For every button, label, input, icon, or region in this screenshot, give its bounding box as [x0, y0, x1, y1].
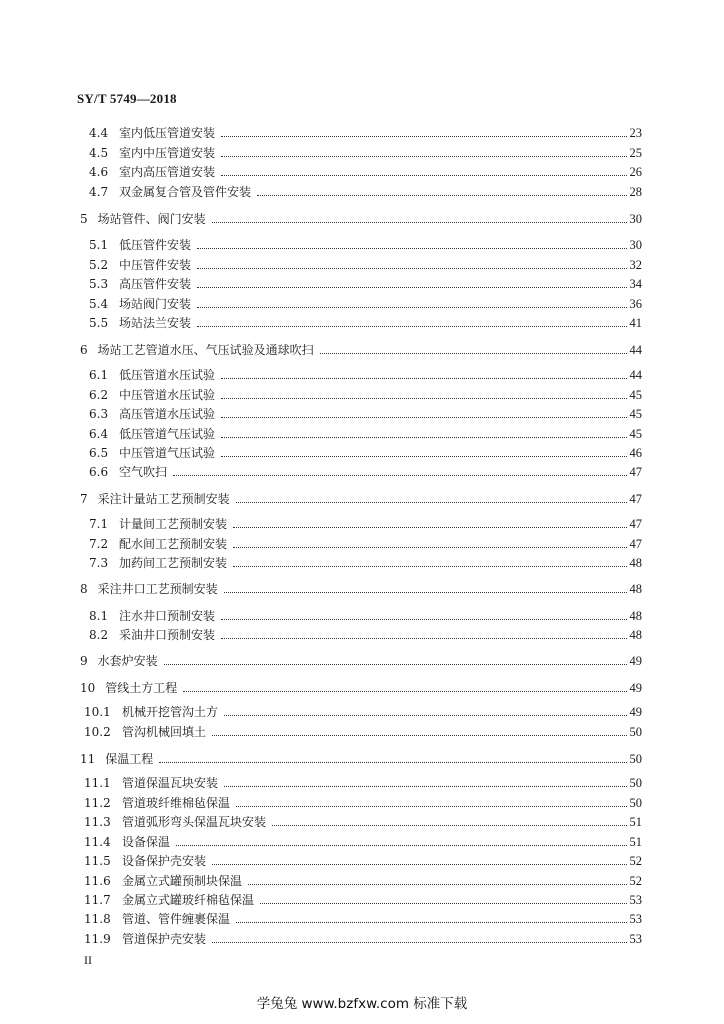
toc-leader-dots: [257, 195, 626, 196]
toc-page-number: 50: [629, 776, 642, 790]
toc-entry[interactable]: [80, 748, 642, 766]
toc-entry[interactable]: [89, 384, 642, 402]
toc-leader-dots: [212, 942, 626, 943]
toc-entry[interactable]: [89, 442, 642, 460]
toc-entry[interactable]: [89, 142, 642, 160]
toc-number: 11.9: [84, 932, 111, 946]
toc-entry[interactable]: [84, 850, 642, 868]
toc-number: 11.7: [84, 893, 111, 907]
toc-title: 场站管件、阀门安装: [97, 212, 206, 226]
toc-page-number: 48: [629, 556, 642, 570]
toc-number: 11.3: [84, 815, 111, 829]
toc-title: 金属立式罐预制块保温: [122, 874, 243, 888]
toc-leader-dots: [197, 248, 626, 249]
toc-leader-dots: [221, 638, 626, 639]
toc-page-number: 47: [629, 465, 642, 479]
toc-page-number: 49: [629, 654, 642, 668]
toc-number: 11.8: [84, 912, 111, 926]
toc-leader-dots: [197, 326, 626, 327]
toc-number: 11: [80, 752, 96, 766]
toc-number: 7.2: [89, 537, 109, 551]
toc-title: 场站工艺管道水压、气压试验及通球吹扫: [97, 343, 314, 357]
toc-entry[interactable]: [84, 772, 642, 790]
toc-leader-dots: [260, 903, 626, 904]
toc-title: 低压管道气压试验: [119, 427, 216, 441]
toc-entry[interactable]: [80, 677, 642, 695]
toc-leader-dots: [221, 398, 626, 399]
toc-entry[interactable]: [84, 908, 642, 926]
toc-title: 低压管件安装: [119, 238, 192, 252]
toc-page-number: 46: [629, 446, 642, 460]
toc-number: 6.3: [89, 407, 109, 421]
toc-number: 5.5: [89, 316, 109, 330]
toc-title: 高压管件安装: [119, 277, 192, 291]
toc-page-number: 48: [629, 609, 642, 623]
toc-page-number: 50: [629, 752, 642, 766]
toc-number: 8.2: [89, 628, 109, 642]
toc-title: 水套炉安装: [97, 654, 158, 668]
toc-number: 6.1: [89, 368, 109, 382]
standard-code-header: SY/T 5749—2018: [77, 91, 177, 106]
toc-entry[interactable]: [89, 122, 642, 140]
toc-entry[interactable]: [89, 364, 642, 382]
toc-page-number: 23: [629, 126, 642, 140]
toc-entry[interactable]: [84, 928, 642, 946]
toc-leader-dots: [233, 547, 626, 548]
toc-title: 管道保温瓦块安装: [122, 776, 219, 790]
toc-page-number: 30: [629, 238, 642, 252]
toc-leader-dots: [221, 136, 626, 137]
toc-leader-dots: [173, 475, 626, 476]
toc-entry[interactable]: [89, 234, 642, 252]
toc-page-number: 45: [629, 388, 642, 402]
toc-leader-dots: [224, 592, 627, 593]
toc-leader-dots: [197, 268, 626, 269]
toc-number: 6.5: [89, 446, 109, 460]
toc-title: 场站阀门安装: [119, 297, 192, 311]
toc-page-number: 47: [629, 517, 642, 531]
toc-leader-dots: [224, 786, 626, 787]
toc-entry[interactable]: [89, 181, 642, 199]
toc-title: 中压管道气压试验: [119, 446, 216, 460]
toc-number: 5.1: [89, 238, 109, 252]
toc-leader-dots: [183, 691, 626, 692]
toc-entry[interactable]: [84, 870, 642, 888]
toc-page-number: 45: [629, 427, 642, 441]
toc-title: 机械开挖管沟土方: [122, 705, 219, 719]
toc-entry[interactable]: [84, 811, 642, 829]
toc-entry[interactable]: [89, 605, 642, 623]
toc-page-number: 53: [629, 932, 642, 946]
toc-page-number: 25: [629, 146, 642, 160]
toc-entry[interactable]: [84, 831, 642, 849]
toc-title: 管道玻纤维棉毡保温: [122, 796, 231, 810]
toc-title: 高压管道水压试验: [119, 407, 216, 421]
toc-leader-dots: [221, 175, 626, 176]
toc-title: 室内高压管道安装: [119, 165, 216, 179]
toc-page-number: 47: [629, 537, 642, 551]
toc-entry[interactable]: [89, 552, 642, 570]
toc-page-number: 50: [629, 725, 642, 739]
toc-number: 4.6: [89, 165, 109, 179]
toc-entry[interactable]: [84, 889, 642, 907]
toc-number: 11.6: [84, 874, 111, 888]
toc-leader-dots: [164, 664, 627, 665]
toc-entry[interactable]: [84, 701, 642, 719]
toc-leader-dots: [224, 715, 626, 716]
toc-title: 空气吹扫: [119, 465, 168, 479]
toc-number: 6: [80, 343, 88, 357]
toc-title: 保温工程: [105, 752, 154, 766]
toc-entry[interactable]: [80, 578, 642, 596]
toc-title: 采注计量站工艺预制安装: [97, 492, 230, 506]
toc-page-number: 51: [629, 835, 642, 849]
toc-number: 6.2: [89, 388, 109, 402]
toc-page-number: 32: [629, 258, 642, 272]
toc-leader-dots: [221, 456, 626, 457]
toc-number: 5.4: [89, 297, 109, 311]
toc-number: 4.7: [89, 185, 109, 199]
toc-number: 4.5: [89, 146, 109, 160]
toc-entry[interactable]: [80, 650, 642, 668]
toc-entry[interactable]: [80, 208, 642, 226]
toc-title: 低压管道水压试验: [119, 368, 216, 382]
toc-title: 计量间工艺预制安装: [119, 517, 228, 531]
toc-title: 管沟机械回填土: [122, 725, 207, 739]
toc-title: 设备保温: [122, 835, 171, 849]
toc-title: 管线土方工程: [105, 681, 178, 695]
toc-title: 室内低压管道安装: [119, 126, 216, 140]
toc-page-number: 53: [629, 912, 642, 926]
toc-title: 中压管道水压试验: [119, 388, 216, 402]
toc-number: 8: [80, 582, 88, 596]
toc-page-number: 49: [629, 681, 642, 695]
toc-leader-dots: [320, 353, 627, 354]
toc-leader-dots: [221, 437, 626, 438]
toc-title: 加药间工艺预制安装: [119, 556, 228, 570]
toc-leader-dots: [233, 566, 626, 567]
toc-page-number: 41: [629, 316, 642, 330]
toc-leader-dots: [212, 864, 626, 865]
toc-page-number: 53: [629, 893, 642, 907]
toc-leader-dots: [159, 762, 626, 763]
toc-entry[interactable]: [84, 792, 642, 810]
toc-title: 中压管件安装: [119, 258, 192, 272]
toc-title: 设备保护壳安装: [122, 854, 207, 868]
toc-entry[interactable]: [89, 293, 642, 311]
toc-entry[interactable]: [84, 721, 642, 739]
toc-number: 10.2: [84, 725, 111, 739]
toc-number: 5.3: [89, 277, 109, 291]
toc-leader-dots: [221, 619, 626, 620]
toc-leader-dots: [221, 417, 626, 418]
toc-number: 4.4: [89, 126, 109, 140]
toc-entry[interactable]: [80, 488, 642, 506]
toc-number: 6.4: [89, 427, 109, 441]
toc-entry[interactable]: [89, 624, 642, 642]
toc-entry[interactable]: [80, 339, 642, 357]
toc-title: 管道、管件缠裹保温: [122, 912, 231, 926]
toc-leader-dots: [236, 806, 626, 807]
toc-page-number: 30: [629, 212, 642, 226]
toc-page-number: 28: [629, 185, 642, 199]
toc-leader-dots: [233, 527, 626, 528]
toc-entry[interactable]: [89, 161, 642, 179]
toc-page-number: 51: [629, 815, 642, 829]
toc-number: 10: [80, 681, 96, 695]
toc-entry[interactable]: [89, 461, 642, 479]
toc-entry[interactable]: [89, 513, 642, 531]
toc-leader-dots: [197, 307, 626, 308]
toc-number: 7.1: [89, 517, 109, 531]
toc-page-number: 52: [629, 874, 642, 888]
page-number: II: [84, 953, 92, 967]
toc-leader-dots: [176, 845, 626, 846]
toc-title: 管道弧形弯头保温瓦块安装: [122, 815, 267, 829]
toc-leader-dots: [272, 825, 626, 826]
toc-leader-dots: [236, 922, 626, 923]
toc-number: 9: [80, 654, 88, 668]
toc-page-number: 44: [629, 343, 642, 357]
toc-number: 8.1: [89, 609, 109, 623]
toc-number: 7: [80, 492, 88, 506]
toc-page-number: 52: [629, 854, 642, 868]
toc-number: 5.2: [89, 258, 109, 272]
toc-number: 7.3: [89, 556, 109, 570]
toc-entry[interactable]: [89, 423, 642, 441]
toc-title: 管道保护壳安装: [122, 932, 207, 946]
toc-title: 双金属复合管及管件安装: [119, 185, 252, 199]
toc-entry[interactable]: [89, 403, 642, 421]
toc-leader-dots: [221, 156, 626, 157]
toc-page-number: 50: [629, 796, 642, 810]
toc-leader-dots: [197, 287, 626, 288]
toc-entry[interactable]: [89, 273, 642, 291]
toc-page-number: 49: [629, 705, 642, 719]
toc-entry[interactable]: [89, 533, 642, 551]
toc-leader-dots: [212, 735, 626, 736]
toc-leader-dots: [221, 378, 626, 379]
toc-number: 11.5: [84, 854, 111, 868]
toc-title: 场站法兰安装: [119, 316, 192, 330]
toc-page-number: 44: [629, 368, 642, 382]
toc-leader-dots: [236, 502, 627, 503]
toc-page-number: 36: [629, 297, 642, 311]
toc-leader-dots: [212, 222, 627, 223]
toc-number: 5: [80, 212, 88, 226]
toc-entry[interactable]: [89, 312, 642, 330]
toc-page-number: 48: [629, 628, 642, 642]
toc-title: 室内中压管道安装: [119, 146, 216, 160]
watermark-text: 学兔兔 www.bzfxw.com 标准下载: [256, 996, 468, 1012]
toc-page-number: 45: [629, 407, 642, 421]
toc-title: 采注井口工艺预制安装: [97, 582, 218, 596]
toc-page-number: 48: [629, 582, 642, 596]
toc-number: 11.2: [84, 796, 111, 810]
toc-title: 采油井口预制安装: [119, 628, 216, 642]
toc-title: 注水井口预制安装: [119, 609, 216, 623]
toc-number: 6.6: [89, 465, 109, 479]
toc-page-number: 26: [629, 165, 642, 179]
toc-page-number: 47: [629, 492, 642, 506]
toc-leader-dots: [248, 884, 626, 885]
toc-entry[interactable]: [89, 254, 642, 272]
toc-number: 11.4: [84, 835, 111, 849]
toc-title: 配水间工艺预制安装: [119, 537, 228, 551]
toc-number: 11.1: [84, 776, 111, 790]
toc-number: 10.1: [84, 705, 111, 719]
toc-title: 金属立式罐玻纤棉毡保温: [122, 893, 255, 907]
toc-page-number: 34: [629, 277, 642, 291]
